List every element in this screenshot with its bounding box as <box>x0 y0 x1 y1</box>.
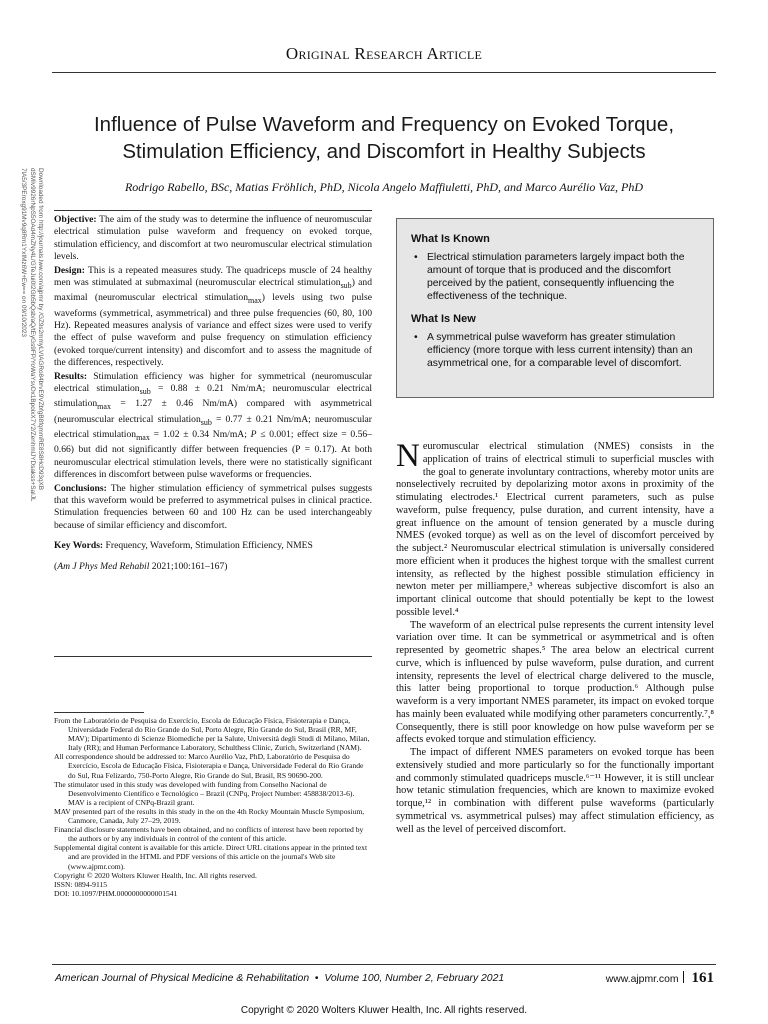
abstract-conclusions: Conclusions: The higher stimulation efficiency of symmetrical pulses suggests that this waveform would be preferred to asymmetrical pulses in clinical practice. Stimulation frequencies between 60 and 100 Hz can be used interchangeably because of similar efficiency and discomfort. <box>54 482 372 531</box>
citation: (Am J Phys Med Rehabil 2021;100:161–167) <box>54 560 228 572</box>
footnote: Copyright © 2020 Wolters Kluwer Health, Inc. All rights reserved. <box>54 870 257 880</box>
abstract-objective: Objective: The aim of the study was to determine the influence of neuromuscular electrical stimulation pulse waveform and frequency on evoked torque, stimulation efficiency, and discomfort at two neuromuscular electrical stimulation levels. <box>54 214 372 263</box>
footnote: All correspondence should be addressed to: Marco Aurélio Vaz, PhD, Laboratório de Pesquisa do Exercício, Escola de Educação Física, Fisioterapia e Dança, Universidade Federal do Rio Grande do Sul, Rua Felizardo, 750-Porto Alegre, Rio Grande do Sul, Brasil, RS 90690-200. <box>54 752 364 780</box>
footnote-rule <box>54 712 144 713</box>
paragraph: The impact of different NMES parameters on evoked torque has been extensively studied and more particularly so for the functionally important and commonly stimulated quadriceps muscle.⁶⁻¹¹ However, it is still unclear how tetanic stimulation frequencies, which are known to maximize evoked torque,¹² in combination with different pulse waveforms (particularly symmetrical vs. asymmetrical pulses) may affect stimulation efficiency, as well as the level of perceived discomfort. <box>396 747 714 835</box>
abstract <box>54 214 372 573</box>
author-list: Rodrigo Rabello, BSc, Matias Fröhlich, PhD, Nicola Angelo Maffiuletti, PhD, and Marco Aurélio Vaz, PhD <box>124 180 644 194</box>
footnote: Supplemental digital content is available for this article. Direct URL citations appear in the printed text and are provided in the HTML and PDF versions of this article on the journal's Web site (www.ajpmr.com). <box>54 843 368 871</box>
footnote: The stimulator used in this study was developed with funding from Conselho Nacional de Desenvolvimento Científico e Tecnológico – Brazil (CNPq, Project Number: 458838/2013-6). MAV is a recipient of CNPq-Brazil grant. <box>54 779 355 807</box>
download-notice: Downloaded from http://journals.lww.com/ajpmr by /GZ9s2mmyLVIAGRo84brvE9VZbfgB8fqmmRE8S8HcD93qXB dSMIv9926rNpS5OAd4mZNy4L/GTeJui0I2Gb5bQsb/aQ/tEyGs9FP/YoWaYsvDx1BpoixX7Y2/ZenhmlJYDsakss+SaIJL 7lA5/3PEroxg91Mv9q8Rm1YxIMz6W+Ew== on 09/10/2023 <box>20 168 44 502</box>
copyright-notice: Copyright © 2020 Wolters Kluwer Health, Inc. All rights reserved. <box>240 1005 528 1016</box>
what-is-known-heading: What Is Known <box>411 233 490 245</box>
footnote: DOI: 10.1097/PHM.0000000000001541 <box>54 888 178 898</box>
article-title <box>40 111 728 165</box>
page-footer <box>606 970 714 987</box>
title-line: Stimulation Efficiency, and Discomfort in Healthy Subjects <box>122 140 646 163</box>
journal-footer: American Journal of Physical Medicine & Rehabilitation • Volume 100, Number 2, February 2021 <box>55 973 505 984</box>
footnotes <box>54 716 372 898</box>
footnote: From the Laboratório de Pesquisa do Exercício, Escola de Educação Física, Fisioterapia e Dança, Universidade Federal do Rio Grande do Sul, Porto Alegre, Rio Grande do Sul, Brasil (RR, MF, MAV); Dipartimento di Scienze Biomediche per la Salute, Università degli Studi di Milano, Milan, Italy (RR); and Human Performance Laboratory, Schulthess Clinic, Zurich, Switzerland (NAM). <box>54 716 370 753</box>
paragraph: Neuromuscular electrical stimulation (NMES) consists in the application of trains of electrical stimuli to superficial muscles with the goal to generate involuntary contractions, whereby motor units are nonselectively recruited by depolarizing motor axons in proximity of the stimulating electrodes.¹ Electrical current parameters, such as pulse waveform, pulse frequency, pulse duration, and current intensity, have a great influence on the amount of tension generated by a muscle during NMES (evoked torque) as well as on the level of discomfort perceived by the subject.² Neuromuscular electrical stimulation is universally considered more efficient when it produces the highest torque with the smallest current intensity, as reflected by the highest possible stimulation efficiency in newton meter per milliampere,³ whereas subjective discomfort is also an important clinical outcome that should potentially be kept to the lowest possible level.⁴ <box>396 438 714 618</box>
abstract-results: Results: Stimulation efficiency was higher for symmetrical (neuromuscular electrical stimulation$_{sub}$ = 0.88 ± 0.21 Nm/mA; neuromuscular electrical stimulation$_{max}$ = 1.27 ± 0.46 Nm/mA) compared with asymmetrical (neuromuscular electrical stimulation$_{sub}$ = 0.77 ± 0.21 Nm/mA; neuromuscular electrical stimulation$_{max}$ = 1.02 ± 0.34 Nm/mA; P ≤ 0.001; effect size = 0.56–0.66) but did not significantly differ between frequencies (P = 0.17). At both neuromuscular electrical stimulation levels, there were no statistically significant differences in discomfort between pulse waveforms or frequencies. <box>54 370 373 481</box>
paragraph: The waveform of an electrical pulse represents the current intensity level variation over time. It can be symmetrical or asymmetrical and is often represented by geometric shapes.⁵ The area below an electrical current curve, which is influenced by pulse waveform, pulse duration, and current intensity, represents the level of electrical charge delivered to the muscle, this latter being proportional to torque production.⁶ Although pulse waveform is a very important NMES parameter, its impact on evoked torque has mainly been evaluated while modifying other parameters concurrently.⁷,⁸ Consequently, there is still poor knowledge on how pulse waveform per se affects evoked torque and stimulation efficiency. <box>396 619 714 746</box>
list-item: • A symmetrical pulse waveform has greater stimulation efficiency (more torque with less current intensity) than an asymmetrical one, for a comparable level of discomfort. <box>411 331 701 370</box>
abstract-design: Design: This is a repeated measures study. The quadriceps muscle of 24 healthy men was stimulated at submaximal (neuromuscular electrical stimulation$_{sub}$) and maximal (neuromuscular electrical stimulation$_{max}$) levels using two pulse waveforms (symmetrical, asymmetrical) and three pulse frequencies (60, 80, 100 Hz). Repeated measures analysis of variance and effect sizes were used to verify the effect of pulse waveform and pulse frequency on stimulation efficiency (evoked torque/current intensity) and discomfort and to assess the magnitude of the differences, respectively. <box>54 264 372 369</box>
footnote: MAV presented part of the results in this study in the on the 4th Rocky Mountain Muscle Symposium, Canmore, Canada, July 27–29, 2019. <box>54 806 365 826</box>
footer-rule <box>52 964 716 965</box>
footnote: ISSN: 0894-9115 <box>54 879 108 889</box>
title-line: Influence of Pulse Waveform and Frequency on Evoked Torque, <box>93 113 675 136</box>
what-is-known-list <box>411 251 701 303</box>
footnote: Financial disclosure statements have been obtained, and no conflicts of interest have been reported by the authors or by any individuals in control of the content of this article. <box>54 825 364 844</box>
abstract-top-rule <box>54 210 372 211</box>
journal-site-link[interactable]: www.ajpmr.com <box>605 974 679 985</box>
keywords: Key Words: Frequency, Waveform, Stimulation Efficiency, NMES <box>54 540 313 552</box>
section-label: Original Research Article <box>285 44 483 63</box>
key-points-box <box>396 218 714 398</box>
body-text <box>396 438 714 836</box>
divider <box>683 971 684 983</box>
what-is-new-heading: What Is New <box>411 313 476 325</box>
what-is-new-list <box>411 331 701 370</box>
page-number: 161 <box>691 970 714 986</box>
abstract-bottom-rule <box>54 656 372 657</box>
header-rule <box>52 72 716 73</box>
list-item: • Electrical stimulation parameters largely impact both the amount of torque that is produced and the discomfort perceived by the patient, consequently influencing the effectiveness of the technique. <box>411 251 701 303</box>
drop-cap: N <box>396 438 420 474</box>
